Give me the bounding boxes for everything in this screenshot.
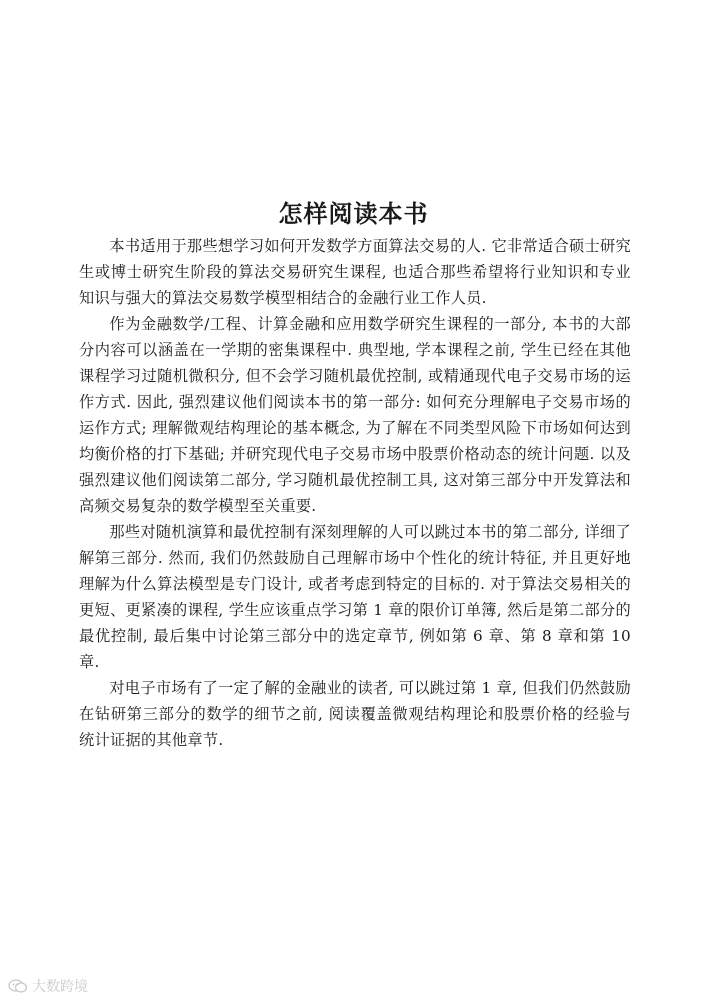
watermark-text: 大数跨境 [32, 979, 88, 995]
paragraph-3: 那些对随机演算和最优控制有深刻理解的人可以跳过本书的第二部分, 详细了解第三部分. 然而, 我们仍然鼓励自己理解市场中个性化的统计特征, 并且更好地理解为什么算法模型是专门设计, 或者考虑到特定的目标的. 对于算法交易相关的更短、更紧凑的课程, 学生应该重点学习第 1 章的限价订单簿, 然后是第二部分的最优控制, 最后集中讨论第三部分中的选定章节, 例如第 6 章、第 8 章和第 10 章. [79, 523, 631, 671]
paragraph-2: 作为金融数学/工程、计算金融和应用数学研究生课程的一部分, 本书的大部分内容可以涵盖在一学期的密集课程中. 典型地, 学本课程之前, 学生已经在其他课程学习过随机微积分, 但不会学习随机最优控制, 或精通现代电子交易市场的运作方式. 因此, 强烈建议他们阅读本书的第一部分: 如何充分理解电子交易市场的运作方式; 理解微观结构理论的基本概念, 为了解在不同类型风险下市场如何达到均衡价格的打下基础; 并研究现代电子交易市场中股票价格动态的统计问题. 以及强烈建议他们阅读第二部分, 学习随机最优控制工具, 这对第三部分中开发算法和高频交易复杂的数学模型至关重要. [79, 315, 631, 515]
paragraph-4: 对电子市场有了一定了解的金融业的读者, 可以跳过第 1 章, 但我们仍然鼓励在钻研第三部分的数学的细节之前, 阅读覆盖微观结构理论和股票价格的经验与统计证据的其他章节. [79, 679, 631, 749]
paragraph-1: 本书适用于那些想学习如何开发数学方面算法交易的人. 它非常适合硕士研究生或博士研究生阶段的算法交易研究生课程, 也适合那些希望将行业知识和专业知识与强大的算法交易数学模型相结合的金融行业工作人员. [79, 237, 631, 307]
watermark [8, 976, 88, 996]
body-text [79, 233, 631, 753]
wechat-logo-icon [8, 979, 28, 993]
page-title: 怎样阅读本书 [278, 200, 429, 229]
